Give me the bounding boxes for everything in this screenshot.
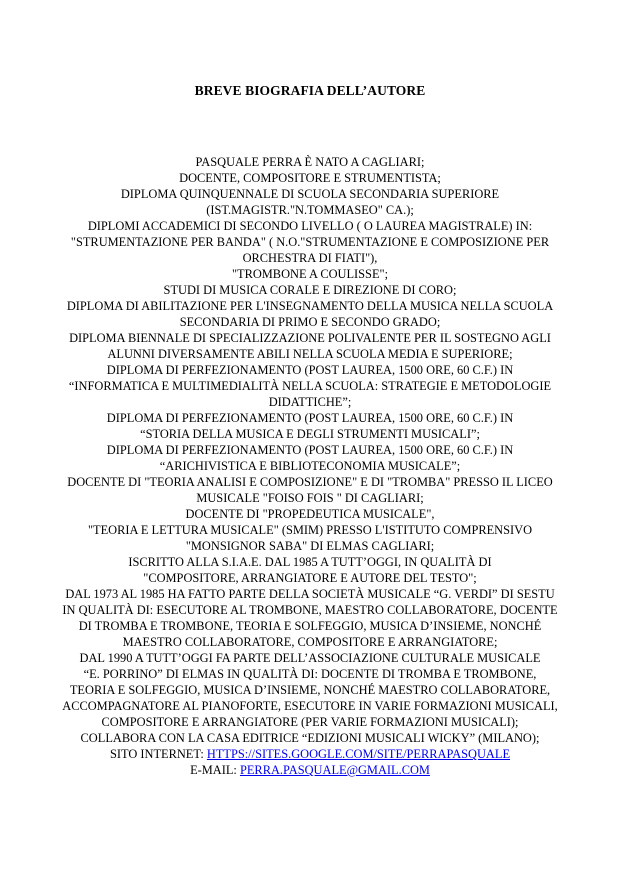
bio-line: “INFORMATICA E MULTIMEDIALITÀ NELLA SCUOLA: STRATEGIE E METODOLOGIE <box>68 379 552 393</box>
bio-line: DI TROMBA E TROMBONE, TEORIA E SOLFEGGIO, MUSICA D’INSIEME, NONCHÉ <box>78 619 542 633</box>
bio-line: DOCENTE, COMPOSITORE E STRUMENTISTA; <box>179 171 441 185</box>
bio-line: DOCENTE DI "PROPEDEUTICA MUSICALE", <box>185 507 435 521</box>
bio-line: (IST.MAGISTR."N.TOMMASEO" CA.); <box>206 203 414 217</box>
bio-line: "MONSIGNOR SABA" DI ELMAS CAGLIARI; <box>185 539 435 553</box>
website-link[interactable]: HTTPS://SITES.GOOGLE.COM/SITE/PERRAPASQUALE <box>206 747 511 761</box>
bio-line: "COMPOSITORE, ARRANGIATORE E AUTORE DEL TESTO"; <box>143 571 477 585</box>
bio-line: ACCOMPAGNATORE AL PIANOFORTE, ESECUTORE IN VARIE FORMAZIONI MUSICALI, <box>62 699 558 713</box>
website-label: SITO INTERNET: <box>109 747 207 761</box>
bio-line: “ARICHIVISTICA E BIBLIOTECONOMIA MUSICALE”; <box>159 459 461 473</box>
bio-line: DIPLOMA QUINQUENNALE DI SCUOLA SECONDARIA SUPERIORE <box>120 187 500 201</box>
bio-line: PASQUALE PERRA È NATO A CAGLIARI; <box>195 155 425 169</box>
bio-line: DOCENTE DI "TEORIA ANALISI E COMPOSIZIONE" E DI "TROMBA" PRESSO IL LICEO <box>67 475 553 489</box>
bio-line: “E. PORRINO” DI ELMAS IN QUALITÀ DI: DOCENTE DI TROMBA E TROMBONE, <box>83 667 537 681</box>
biography-body <box>40 154 580 778</box>
bio-line: DIPLOMA DI PERFEZIONAMENTO (POST LAUREA, 1500 ORE, 60 C.F.) IN <box>106 443 514 457</box>
bio-line: TEORIA E SOLFEGGIO, MUSICA D’INSIEME, NONCHÉ MAESTRO COLLABORATORE, <box>69 683 551 697</box>
bio-line: "TROMBONE A COULISSE"; <box>231 267 389 281</box>
bio-line: DAL 1973 AL 1985 HA FATTO PARTE DELLA SOCIETÀ MUSICALE “G. VERDI” DI SESTU <box>65 587 555 601</box>
bio-line: SECONDARIA DI PRIMO E SECONDO GRADO; <box>179 315 441 329</box>
website-line <box>40 746 580 762</box>
bio-line: IN QUALITÀ DI: ESECUTORE AL TROMBONE, MAESTRO COLLABORATORE, DOCENTE <box>62 603 558 617</box>
bio-line: ORCHESTRA DI FIATI"), <box>242 251 378 265</box>
bio-line: "TEORIA E LETTURA MUSICALE" (SMIM) PRESSO L'ISTITUTO COMPRENSIVO <box>87 523 533 537</box>
bio-line: DIDATTICHE”; <box>268 395 352 409</box>
bio-line: "STRUMENTAZIONE PER BANDA" ( N.O."STRUMENTAZIONE E COMPOSIZIONE PER <box>70 235 550 249</box>
page-title: BREVE BIOGRAFIA DELL’AUTORE <box>194 83 426 98</box>
bio-line: DIPLOMA BIENNALE DI SPECIALIZZAZIONE POLIVALENTE PER IL SOSTEGNO AGLI <box>69 331 551 345</box>
bio-line: MUSICALE "FOISO FOIS " DI CAGLIARI; <box>196 491 424 505</box>
email-label: E-MAIL: <box>190 763 240 777</box>
bio-line: MAESTRO COLLABORATORE, COMPOSITORE E ARRANGIATORE; <box>122 635 498 649</box>
email-link[interactable]: PERRA.PASQUALE@GMAIL.COM <box>239 763 430 777</box>
bio-line: DIPLOMA DI PERFEZIONAMENTO (POST LAUREA, 1500 ORE, 60 C.F.) IN <box>106 363 514 377</box>
bio-line: DAL 1990 A TUTT’OGGI FA PARTE DELL’ASSOCIAZIONE CULTURALE MUSICALE <box>79 651 541 665</box>
bio-line: DIPLOMA DI PERFEZIONAMENTO (POST LAUREA, 1500 ORE, 60 C.F.) IN <box>106 411 514 425</box>
bio-line: STUDI DI MUSICA CORALE E DIREZIONE DI CORO; <box>163 283 457 297</box>
bio-line: COLLABORA CON LA CASA EDITRICE “EDIZIONI MUSICALI WICKY” (MILANO); <box>80 731 540 745</box>
bio-line: DIPLOMI ACCADEMICI DI SECONDO LIVELLO ( O LAUREA MAGISTRALE) IN: <box>87 219 533 233</box>
bio-line: ISCRITTO ALLA S.I.A.E. DAL 1985 A TUTT’OGGI, IN QUALITÀ DI <box>128 555 492 569</box>
bio-line: COMPOSITORE E ARRANGIATORE (PER VARIE FORMAZIONI MUSICALI); <box>101 715 519 729</box>
bio-line: ALUNNI DIVERSAMENTE ABILI NELLA SCUOLA MEDIA E SUPERIORE; <box>107 347 513 361</box>
bio-line: “STORIA DELLA MUSICA E DEGLI STRUMENTI MUSICALI”; <box>140 427 480 441</box>
bio-line: DIPLOMA DI ABILITAZIONE PER L'INSEGNAMENTO DELLA MUSICA NELLA SCUOLA <box>66 299 554 313</box>
email-line <box>40 762 580 778</box>
